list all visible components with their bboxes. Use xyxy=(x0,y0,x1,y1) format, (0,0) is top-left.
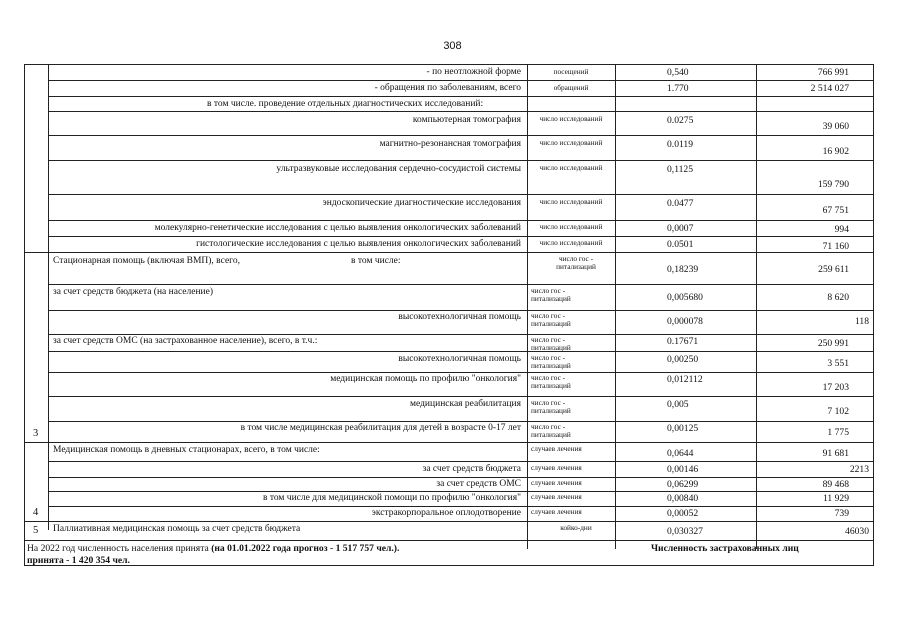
row-name: - обращения по заболеваниям, всего xyxy=(374,83,521,93)
row-norm: 0.17671 xyxy=(667,336,699,347)
row-unit: посещений xyxy=(553,67,589,76)
row-line xyxy=(48,477,874,478)
footer-insured-label: Численность застрахованных лиц xyxy=(651,543,799,554)
footer-population-text: На 2022 год численность населения принята xyxy=(27,543,209,554)
section-number: 3 xyxy=(33,428,39,439)
row-line xyxy=(48,461,874,462)
row-name: молекулярно-генетические исследования с целью выявления онкологических заболеваний xyxy=(154,223,521,233)
row-name: в том числе для медицинской помощи по профилю "онкология" xyxy=(262,493,521,503)
row-name: экстракорпоральное оплодотворение xyxy=(371,508,521,518)
row-norm: 0,00840 xyxy=(667,493,699,504)
row-cost: 250 991 xyxy=(817,338,849,349)
row-unit: число гос - питализаций xyxy=(531,353,571,370)
row-cost: 3 551 xyxy=(827,358,849,369)
row-norm: 0,005680 xyxy=(667,292,703,303)
row-line xyxy=(48,491,874,492)
row-norm: 0,000078 xyxy=(667,316,703,327)
row-line xyxy=(48,111,874,112)
row-unit: случаев лечения xyxy=(531,478,582,487)
row-unit: случаев лечения xyxy=(531,444,582,453)
row-norm: 0.0477 xyxy=(667,198,694,209)
section-line xyxy=(25,521,874,522)
row-name: гистологические исследования с целью выявления онкологических заболеваний xyxy=(196,239,521,249)
row-unit: случаев лечения xyxy=(531,492,582,501)
row-cost: 67 751 xyxy=(822,205,849,216)
row-norm: 0,1125 xyxy=(667,164,694,175)
footer-line-1 xyxy=(27,543,399,554)
row-line xyxy=(48,96,874,97)
row-unit: число гос - питализаций xyxy=(531,311,571,328)
row-name: - по неотложной форме xyxy=(426,67,521,77)
row-name: за счет средств бюджета (на население) xyxy=(53,287,214,297)
row-line xyxy=(48,220,874,221)
row-cost: 8 620 xyxy=(827,292,849,303)
row-unit: число исследований xyxy=(539,114,603,123)
row-norm: 0,030327 xyxy=(667,526,703,537)
row-name: за счет средств ОМС xyxy=(436,479,521,489)
row-cost: 159 790 xyxy=(817,179,849,190)
row-name: Стационарная помощь (включая ВМП), всего, xyxy=(53,256,240,266)
row-name: медицинская реабилитация xyxy=(410,399,521,409)
row-cost: 994 xyxy=(834,224,849,235)
row-line xyxy=(48,284,874,285)
row-cost: 91 681 xyxy=(822,448,849,459)
row-line xyxy=(48,194,874,195)
row-name: в том числе медицинская реабилитация для детей в возрасте 0-17 лет xyxy=(240,423,521,433)
row-name: ультразвуковые исследования сердечно-сосудистой системы xyxy=(276,164,521,174)
row-cost: 7 102 xyxy=(827,406,849,417)
row-norm: 0,540 xyxy=(667,67,689,78)
section-line xyxy=(25,442,874,443)
row-norm: 0,005 xyxy=(667,399,689,410)
row-cost: 259 611 xyxy=(818,264,849,275)
row-norm: 0,18239 xyxy=(667,264,699,275)
row-name: за счет средств бюджета xyxy=(422,464,521,474)
row-line xyxy=(48,135,874,136)
row-norm: 0,00125 xyxy=(667,423,699,434)
row-name-suffix: в том числе: xyxy=(351,256,401,266)
row-line xyxy=(48,236,874,237)
row-line xyxy=(48,310,874,311)
row-cost: 16 902 xyxy=(822,146,849,157)
row-name: в том числе. проведение отдельных диагностических исследований: xyxy=(207,99,484,109)
page-number: 308 xyxy=(443,40,462,52)
row-norm: 0,0007 xyxy=(667,223,694,234)
row-name: высокотехнологичная помощь xyxy=(398,312,521,322)
row-norm: 0.0501 xyxy=(667,239,694,250)
row-norm: 0,012112 xyxy=(667,374,703,385)
footer-population-forecast: (на 01.01.2022 года прогноз - 1 517 757 чел.). xyxy=(211,543,400,554)
row-norm: 0,00250 xyxy=(667,354,699,365)
row-line xyxy=(48,396,874,397)
row-cost: 1 775 xyxy=(827,427,849,438)
row-line xyxy=(48,160,874,161)
row-cost: 739 xyxy=(834,508,849,519)
row-line xyxy=(48,372,874,373)
row-unit: случаев лечения xyxy=(531,507,582,516)
row-line xyxy=(48,506,874,507)
row-unit: число исследований xyxy=(539,222,603,231)
row-name: медицинская помощь по профилю "онкология" xyxy=(330,374,521,384)
row-name: высокотехнологичная помощь xyxy=(398,354,521,364)
row-cost: 71 160 xyxy=(822,241,849,252)
row-norm: 1.770 xyxy=(667,83,689,94)
row-unit: число исследований xyxy=(539,197,603,206)
row-unit: число исследований xyxy=(539,163,603,172)
row-line xyxy=(48,334,874,335)
row-unit: обращений xyxy=(553,83,589,92)
row-unit: число гос - питализаций xyxy=(531,335,571,352)
row-unit: число исследований xyxy=(539,138,603,147)
row-cost: 39 060 xyxy=(822,121,849,132)
row-cost: 46030 xyxy=(845,526,869,537)
norms-table xyxy=(24,64,874,566)
row-unit: случаев лечения xyxy=(531,463,582,472)
row-line xyxy=(48,80,874,81)
row-unit: число гос - питализаций xyxy=(531,398,571,415)
row-cost: 118 xyxy=(854,316,869,327)
row-norm: 0.0275 xyxy=(667,115,694,126)
row-unit: число гос - питализаций xyxy=(531,373,571,390)
row-norm: 0,06299 xyxy=(667,479,699,490)
row-cost: 17 203 xyxy=(822,382,849,393)
row-name: магнитно-резонансная томография xyxy=(379,139,521,149)
row-name: эндоскопические диагностические исследования xyxy=(322,198,521,208)
row-cost: 766 991 xyxy=(817,67,849,78)
row-norm: 0,0644 xyxy=(667,448,694,459)
row-unit: число гос - питализаций xyxy=(531,286,571,303)
row-norm: 0,00052 xyxy=(667,508,699,519)
row-name: компьютерная томография xyxy=(412,115,521,125)
row-unit: койко-дни xyxy=(560,523,592,532)
row-norm: 0,00146 xyxy=(667,464,699,475)
row-name: за счет средств ОМС (на застрахованное население), всего, в т.ч.: xyxy=(53,336,318,346)
row-name: Медицинская помощь в дневных стационарах, всего, в том числе: xyxy=(53,445,320,455)
row-cost: 11 929 xyxy=(822,493,849,504)
row-unit: число гос - питализаций xyxy=(556,254,596,271)
row-cost: 2213 xyxy=(849,464,869,475)
section-number: 4 xyxy=(33,507,39,518)
row-unit: число исследований xyxy=(539,238,603,247)
row-cost: 89 468 xyxy=(822,479,849,490)
row-name: Паллиативная медицинская помощь за счет средств бюджета xyxy=(53,524,301,534)
row-unit: число гос - питализаций xyxy=(531,422,571,439)
section-line xyxy=(25,540,874,541)
row-cost: 2 514 027 xyxy=(810,83,849,94)
row-line xyxy=(48,421,874,422)
section-number: 5 xyxy=(33,525,39,536)
row-line xyxy=(48,351,874,352)
footer-line-2: принята - 1 420 354 чел. xyxy=(27,555,130,566)
section-line xyxy=(25,252,874,253)
row-norm: 0.0119 xyxy=(667,139,694,150)
